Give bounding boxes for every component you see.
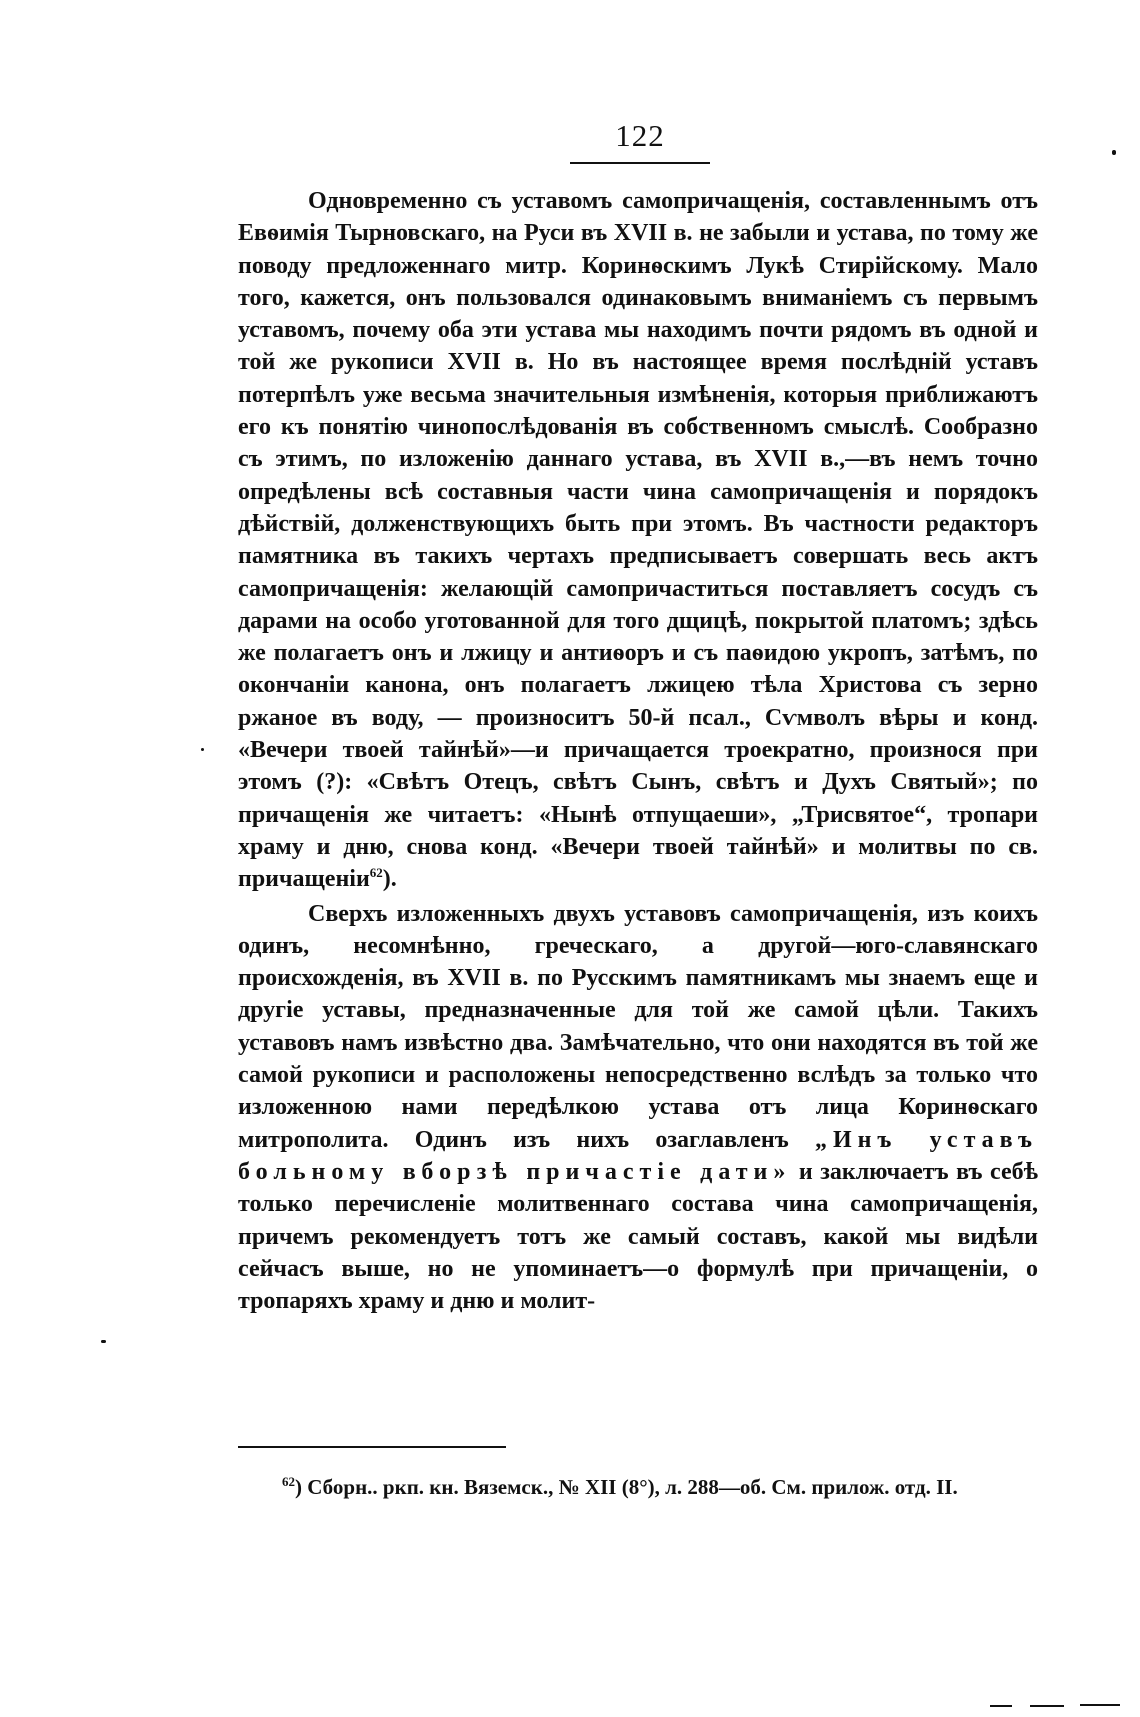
footnote-number: 62	[282, 1474, 295, 1489]
scan-speck	[201, 748, 204, 751]
page-number-rule	[570, 162, 710, 164]
scan-edge-mark	[1080, 1704, 1120, 1706]
paragraph-1	[238, 185, 1038, 896]
footnote-reference: 62	[369, 865, 383, 881]
scan-edge-mark	[1030, 1705, 1064, 1707]
paragraph-2	[238, 898, 1038, 1318]
body-text	[238, 185, 1038, 1317]
paragraph-2-text: Сверхъ изложенныхъ двухъ уставовъ самопричащенія, изъ коихъ одинъ, несомнѣнно, греческаго, а другой—юго-славянскаго происхожденія, въ XVII в. по Русскимъ памятникамъ мы знаемъ еще и другіе уставы, предназначенные для той же самой цѣли. Такихъ уставовъ намъ извѣстно два. Замѣчательно, что они находятся въ той же самой рукописи и расположены непосредственно вслѣдъ за только что изложенною нами передѣлкою устава отъ лица Коринѳскаго митрополита. Одинъ изъ нихъ озаглавленъ	[238, 900, 1038, 1153]
footnote	[238, 1472, 1038, 1502]
paragraph-1-end: ).	[382, 866, 397, 893]
paragraph-2-continuation: и заключаетъ въ себѣ только перечисленіе молитвеннаго состава чина самопричащенія, причемъ рекомендуетъ тотъ же самый составъ, какой мы видѣли сейчасъ выше, но не упоминаетъ—о формулѣ при причащеніи, о тропаряхъ храму и дню и молит-	[238, 1158, 1039, 1315]
quoted-title: „Инъ уставъ больному вборзѣ причастіе дати»	[238, 1126, 1039, 1185]
footnote-text: ) Сборн.. ркп. кн. Вяземск., № XII (8°), л. 288—об. См. прилож. отд. II.	[295, 1475, 958, 1499]
scan-speck	[101, 1340, 106, 1343]
paragraph-1-text: Одновременно съ уставомъ самопричащенія, составленнымъ отъ Евѳимія Тырновскаго, на Руси въ XVII в. не забыли и устава, по тому же поводу предложеннаго митр. Коринѳскимъ Лукѣ Стирійскому. Мало того, кажется, онъ пользовался одинаковымъ вниманіемъ съ первымъ уставомъ, почему оба эти устава мы находимъ почти рядомъ въ одной и той же рукописи XVII в. Но въ настоящее время послѣдній уставъ потерпѣлъ уже весьма значительныя измѣненія, которыя приближаютъ его къ понятію чинопослѣдованія въ собственномъ смыслѣ. Сообразно съ этимъ, по изложенію даннаго устава, въ XVII в.,—въ немъ точно опредѣлены всѣ составныя части чина самопричащенія и порядокъ дѣйствій, долженствующихъ быть при этомъ. Въ частности редакторъ памятника въ такихъ чертахъ предписываетъ совершать весь актъ самопричащенія: желающій самопричаститься поставляетъ сосудъ съ дарами на особо уготованной для того дщицѣ, покрытой платомъ; здѣсь же полагаетъ онъ и лжицу и антиѳоръ и съ паѳидою укропъ, затѣмъ, по окончаніи канона, онъ полагаетъ лжицею тѣла Христова съ зерно ржаное въ воду, — произноситъ 50-й псал., Сѵмволъ вѣры и конд. «Вечери твоей тайнѣй»—и причащается троекратно, произнося при этомъ (?): «Свѣтъ Отецъ, свѣтъ Сынъ, свѣтъ и Духъ Святый»; по причащенія же читаетъ: «Нынѣ отпущаеши», „Трисвятое“, тропари храму и дню, снова конд. «Вечери твоей тайнѣй» и молитвы по св. причащеніи	[238, 188, 1038, 893]
scan-edge-mark	[990, 1705, 1012, 1707]
footnote-rule	[238, 1446, 506, 1448]
page-number: 122	[615, 118, 665, 153]
scan-speck	[1112, 150, 1116, 155]
